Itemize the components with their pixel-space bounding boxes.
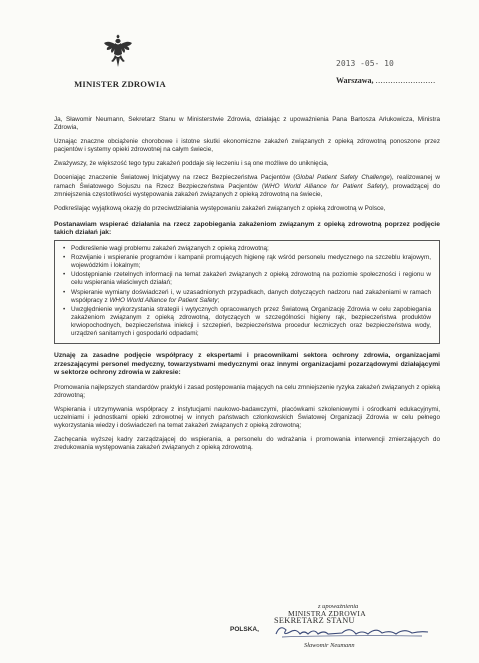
list-item: • Udostępnianie rzetelnych informacji na temat zakażeń związanych z opieką zdrowotną na poziomie społeczności i regionu w celu wspierania właściwych działań; <box>71 271 431 287</box>
ministry-line: MINISTRA ZDROWIA <box>288 609 366 618</box>
resolution-heading: Postanawiam wspierać działania na rzecz zapobiegania zakażeniom związanym z opieką zdrowotną poprzez podjęcie takich działań jak: <box>54 220 440 237</box>
scope-paragraph: Promowania najlepszych standardów praktyki i zasad postępowania mających na celu zmniejszenie ryzyka zakażeń związanych z opieką zdrowotną; <box>54 383 440 399</box>
preventable-paragraph: Zważywszy, że większość tego typu zakażeń poddaje się leczeniu i są one możliwe do uniknięcia, <box>54 160 329 168</box>
handwritten-signature <box>272 622 432 640</box>
burden-paragraph: Uznając znaczne obciążenie chorobowe i istotne skutki ekonomiczne zakażeń związanych z opieką zdrowotną ponoszone przez pacjentów i systemy opieki zdrowotnej na całym świecie, <box>54 138 440 154</box>
secretary-line: SEKRETARZ STANU <box>274 616 355 625</box>
country-label: POLSKA, <box>230 626 259 633</box>
opportunity-paragraph: Podkreślając wyjątkową okazję do przeciwdziałania występowaniu zakażeń związanych z opieką zdrowotną w Polsce, <box>54 204 386 212</box>
list-item: • Wspieranie wymiany doświadczeń i, w uzasadnionych przypadkach, danych dotyczących nadzoru nad zakażeniami w ramach współpracy z WHO World Alliance for Patient Safety; <box>71 289 431 305</box>
date-stamp: 2013 -05- 10 <box>336 59 394 68</box>
place-date-line <box>336 59 436 85</box>
cooperation-heading: Uznaję za zasadne podjęcie współpracy z ekspertami i pracownikami sektora ochrony zdrowia, organizacjami zrzeszającymi personel medyczny, towarzystwami medycznymi oraz innymi organizacjami pozarządowymi działającymi w sektorze ochrony zdrowia w zakresie: <box>54 352 440 377</box>
letter-body <box>54 116 440 459</box>
list-item: • Rozwijanie i wspieranie programów i kampanii promujących higienę rąk wśród personelu medycznego na szczeblu krajowym, wojewódzkim i lokalnym; <box>71 254 431 270</box>
actions-box <box>54 240 440 344</box>
polish-eagle-emblem <box>103 34 133 70</box>
signature-block <box>228 603 448 659</box>
list-item: • Uwzględnienie wykorzystania strategii i wytycznych opracowanych przez Światową Organizację Zdrowia w celu zapobiegania zakażeniom związanym z opieką zdrowotną, dotyczących w szczególności higieny rąk, bezpieczeństwa produktów krwiopochodnych, bezpieczeństwa iniekcji i szczepień, bezpieczeństwa procedur leczniczych oraz bezpieczeństwa wody, urządzeń sanitarnych i gospodarki odpadami; <box>71 306 431 338</box>
signatory-name: Sławomir Neumann <box>304 642 355 649</box>
scope-paragraph: Wspierania i utrzymywania współpracy z instytucjami naukowo-badawczymi, placówkami szkoleniowymi i ośrodkami edukacyjnymi, uczelniami i jednostkami opieki zdrowotnej w innych państwach członkowskich Światowej Organizacji Zdrowia w celu pełnego wykorzystania wiedzy i doświadczeń na temat zakażeń związanych z opieką zdrowotną; <box>54 406 440 430</box>
initiative-paragraph: Doceniając znaczenie Światowej Inicjatywy na rzecz Bezpieczeństwa Pacjentów (Global Patient Safety Challenge), realizowanej w ramach Światowego Sojuszu na Rzecz Bezpieczeństwa Pacjentów (WHO World Alliance for Patient Safety), prowadzącej do zmniejszenia częstotliwości występowania zakażeń związanych z opieką zdrowotną na świecie, <box>54 174 441 198</box>
date-dots: ........................ <box>375 76 436 85</box>
list-item: • Podkreślenie wagi problemu zakażeń związanych z opieką zdrowotną; <box>71 245 431 253</box>
place-label: Warszawa, <box>336 76 374 85</box>
scope-paragraph: Zachęcania wyższej kadry zarządzającej do wspierania, a personelu do wdrażania i promowania interwencji zmierzających do zredukowania występowania zakażeń związanych z opieką zdrowotną. <box>54 436 440 452</box>
intro-paragraph: Ja, Sławomir Neumann, Sekretarz Stanu w Ministerstwie Zdrowia, działając z upoważnienia Pana Bartosza Arłukowicza, Ministra Zdrowia, <box>54 116 440 132</box>
actions-list <box>61 245 431 338</box>
ministry-heading: MINISTER ZDROWIA <box>74 79 166 89</box>
authorization-line: z upoważnienia <box>318 603 359 610</box>
